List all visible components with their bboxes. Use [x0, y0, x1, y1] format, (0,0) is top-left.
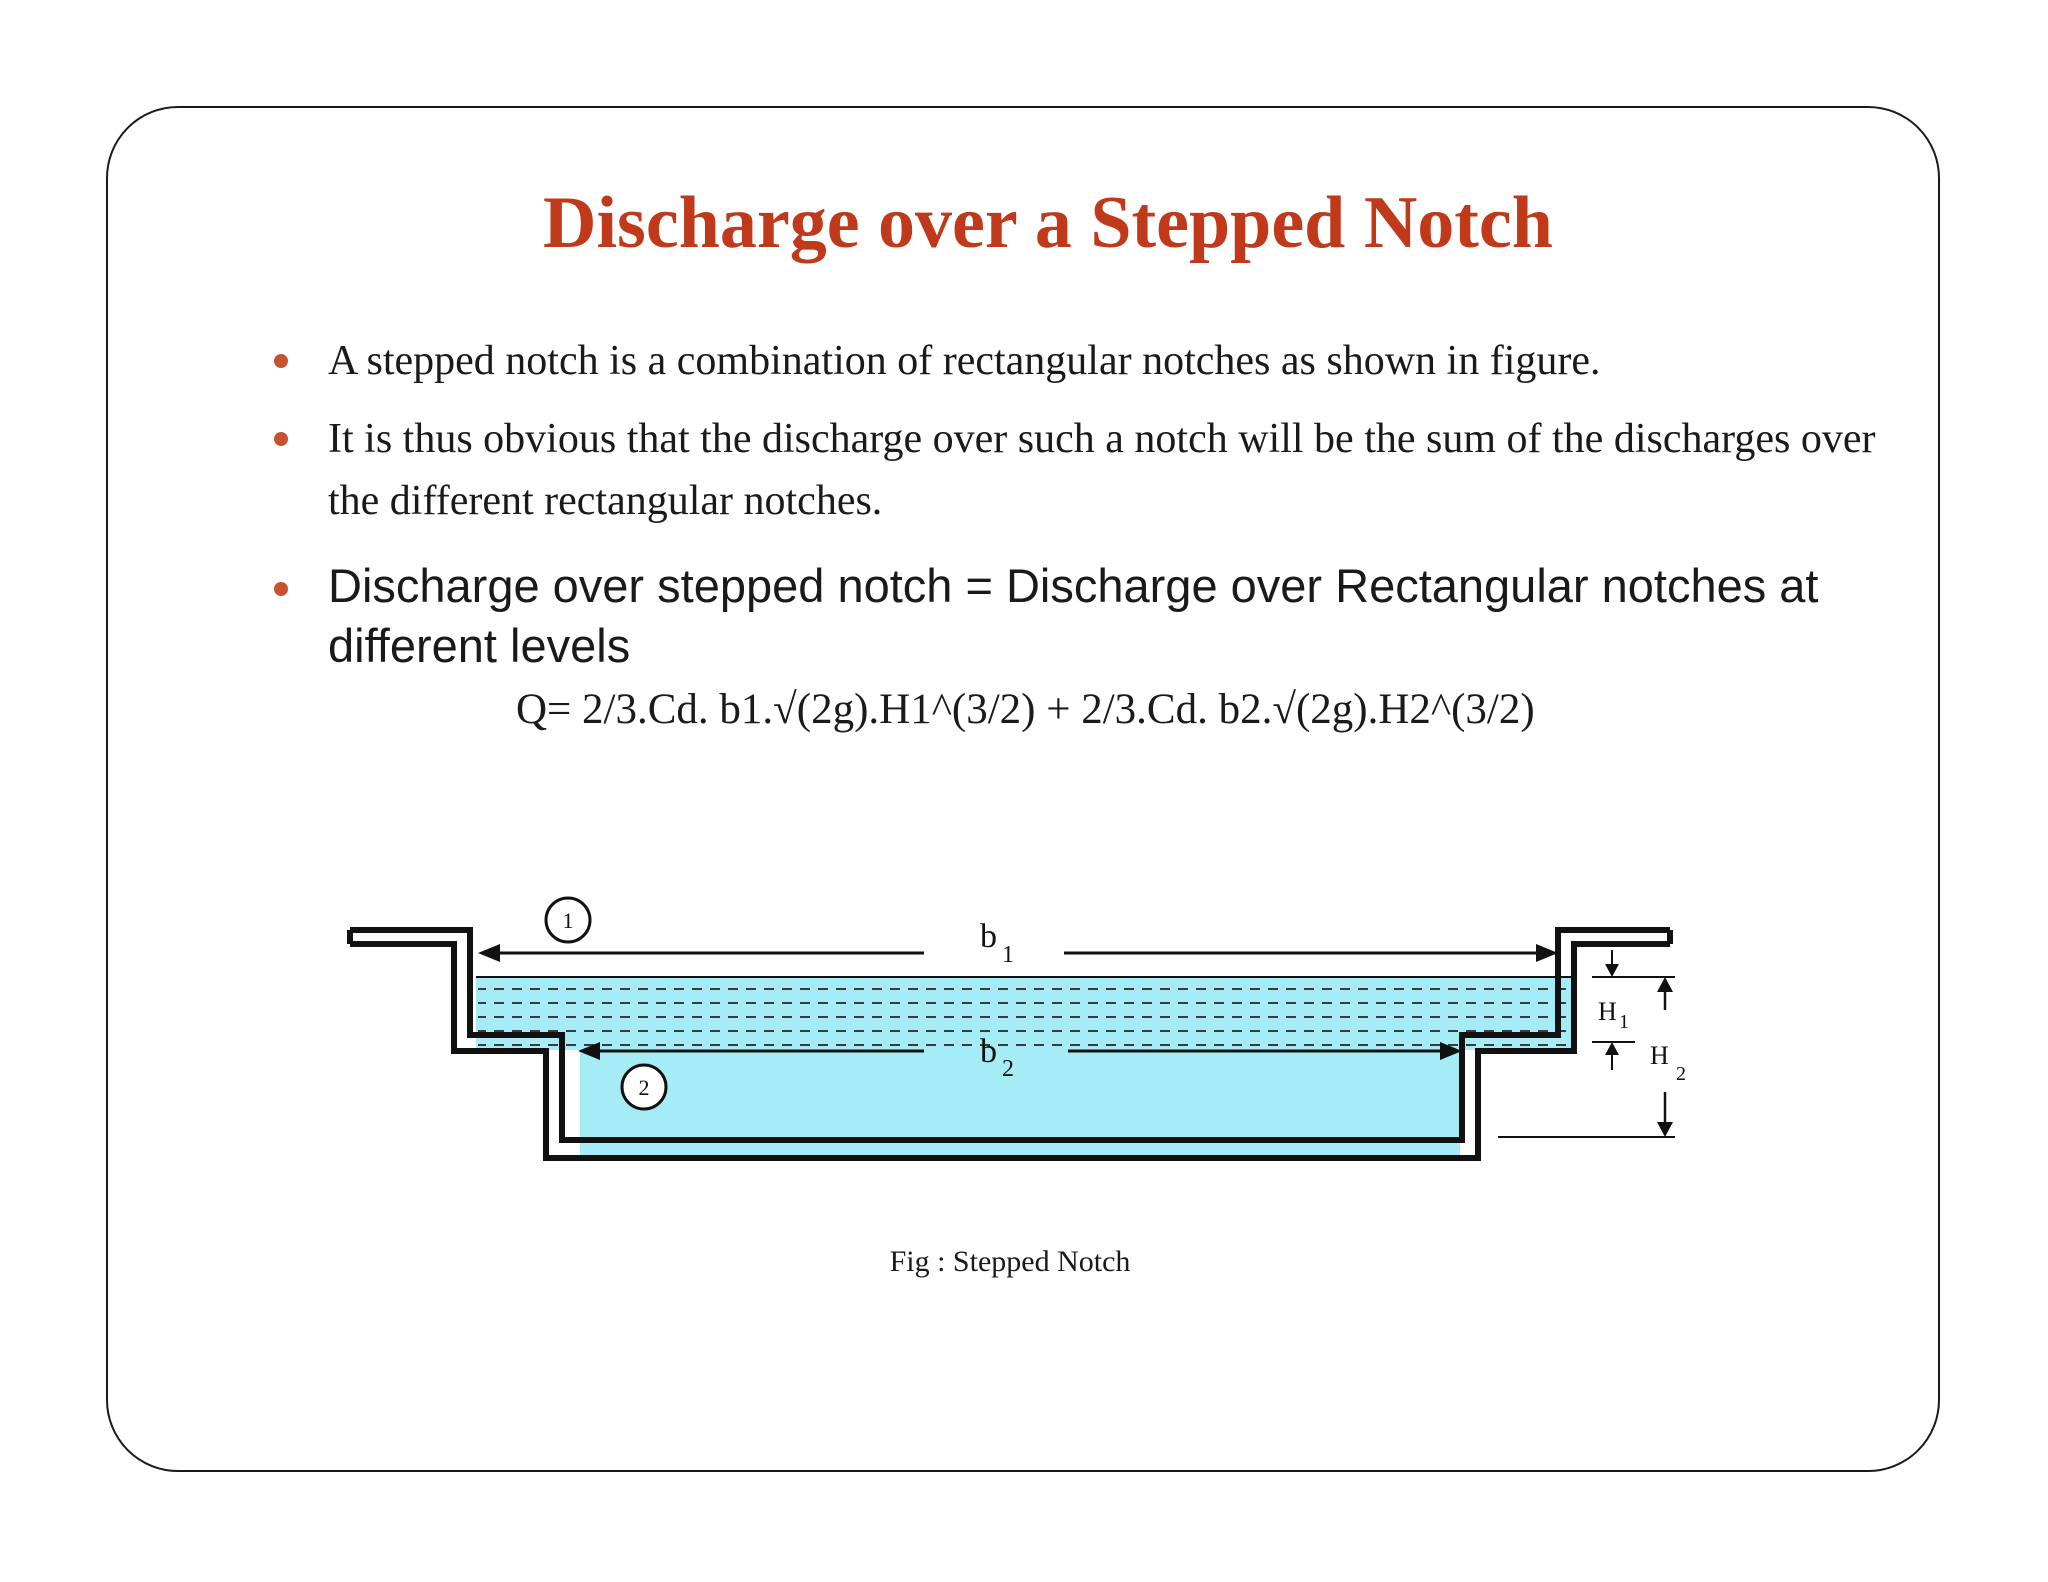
bullet-marker [274, 354, 288, 368]
stepped-notch-diagram [330, 870, 1730, 1200]
water-texture [478, 983, 1568, 1047]
h2-label-subscript: 2 [1676, 1063, 1686, 1085]
slide-title: Discharge over a Stepped Notch [543, 182, 1553, 264]
discharge-formula: Q= 2/3.Cd. b1.√(2g).H1^(3/2) + 2/3.Cd. b2.√(2g).H2^(3/2) [516, 686, 1535, 733]
h2-arrowhead-bottom [1657, 1122, 1673, 1137]
bullet-list [262, 330, 1882, 676]
b1-arrowhead-right [1536, 944, 1558, 962]
h2-label: H [1650, 1041, 1669, 1070]
bullet-text: A stepped notch is a combination of rectangular notches as shown in figure. [328, 338, 1601, 384]
h1-label: H [1598, 997, 1617, 1026]
h1-arrowhead-top [1605, 964, 1619, 977]
bullet-marker [274, 432, 288, 446]
figure-caption: Fig : Stepped Notch [889, 1245, 1131, 1278]
bullet-marker [274, 582, 288, 596]
notch-1-label: 1 [562, 908, 574, 933]
b1-arrowhead-left [478, 944, 500, 962]
bullet-item [262, 408, 1882, 532]
b1-label: b [980, 918, 997, 955]
b2-label: b [980, 1033, 997, 1070]
notch-2-label: 2 [638, 1075, 650, 1100]
bullet-item [262, 330, 1882, 392]
bullet-text: Discharge over stepped notch = Discharge over Rectangular notches at different levels [328, 559, 1819, 672]
h2-arrowhead-top [1657, 977, 1673, 992]
h1-label-subscript: 1 [1619, 1011, 1629, 1033]
bullet-item [262, 556, 1882, 676]
bullet-text: It is thus obvious that the discharge over such a notch will be the sum of the discharges over the different rectangular notches. [328, 416, 1876, 524]
b1-label-subscript: 1 [1002, 942, 1014, 968]
b2-label-subscript: 2 [1002, 1056, 1014, 1082]
